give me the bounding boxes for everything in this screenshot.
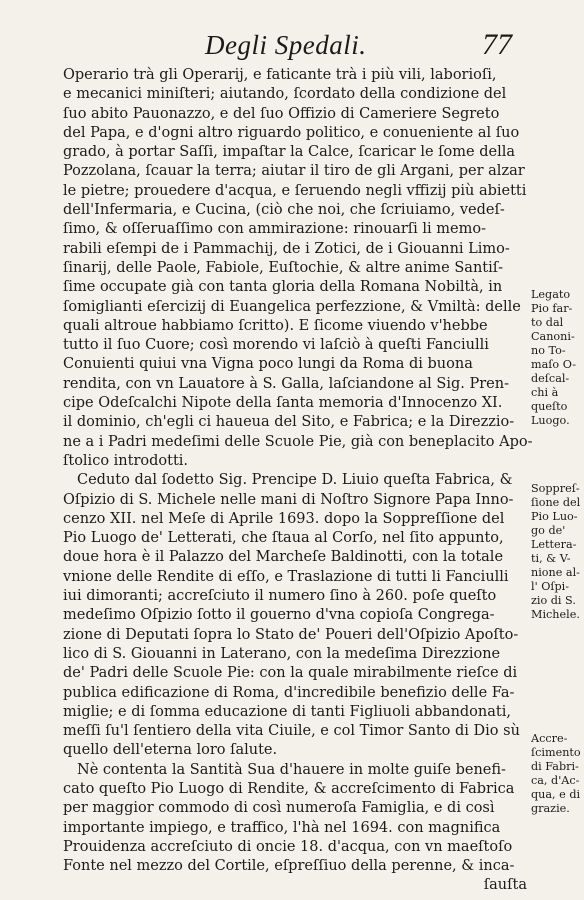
text-line: quali altroue habbiamo ſcritto). E ſicome viuendo v'hebbe bbox=[63, 317, 488, 334]
margin-note-increase bbox=[531, 732, 584, 816]
text-line: Prouidenza accreſciuto di oncie 18. d'acqua, con vn maeſtoſo bbox=[63, 838, 513, 855]
text-line: Ceduto dal ſodetto Sig. Prencipe D. Liuio queſta Fabrica, & bbox=[77, 472, 513, 489]
text-line: le pietre; prouedere d'acqua, e ſeruendo negli vffizij più abietti bbox=[63, 182, 527, 199]
text-line: dell'Infermaria, e Cucina, (ciò che noi, che ſcriuiamo, vedeſ- bbox=[63, 202, 505, 219]
text-line: miglie; e di ſomma educazione di tanti Figliuoli abbandonati, bbox=[63, 703, 511, 720]
margin-note-line: go de' bbox=[531, 524, 566, 537]
margin-note-line: Luogo. bbox=[531, 414, 570, 427]
margin-note-line: Lettera- bbox=[531, 538, 577, 551]
margin-note-line: no To- bbox=[531, 344, 566, 357]
paragraph bbox=[63, 761, 527, 896]
text-line: ſimo, & oſſeruaſſimo con ammirazione: rinouarſi li memo- bbox=[63, 221, 486, 238]
text-line: ſinarij, delle Paole, Fabiole, Euſtochie, & altre anime Santiſ- bbox=[63, 259, 504, 276]
text-line: rabili eſempi de i Pammachij, de i Zotici, de i Giouanni Limo- bbox=[63, 240, 510, 257]
text-line: cipe Odeſcalchi Nipote della ſanta memoria d'Innocenzo XI. bbox=[63, 395, 503, 412]
margin-note-line: chi à bbox=[531, 386, 559, 399]
margin-note-suppression bbox=[531, 482, 584, 622]
text-line: Pio Luogo de' Letterati, che ſtaua al Corſo, nel ſito appunto, bbox=[63, 530, 504, 547]
text-line: Fonte nel mezzo del Cortile, eſpreſſiuo della perenne, & inca- bbox=[63, 858, 515, 875]
body-text bbox=[63, 66, 533, 896]
text-line: iui dimoranti; accreſciuto il numero ſino à 260. poſe queſto bbox=[63, 588, 497, 605]
margin-note-line: Michele. bbox=[531, 608, 580, 621]
margin-note-line: queſto bbox=[531, 400, 568, 413]
text-line: grado, à portar Saſſi, impaſtar la Calce, ſcaricar le ſome della bbox=[63, 144, 515, 161]
margin-note-line: qua, e di bbox=[531, 788, 581, 801]
margin-note-line: Canoni- bbox=[531, 330, 575, 343]
margin-note-line: to dal bbox=[531, 316, 564, 329]
text-line: Conuienti quiui vna Vigna poco lungi da Roma di buona bbox=[63, 356, 473, 373]
text-line: Nè contenta la Santità Sua d'hauere in molte guiſe benefi- bbox=[77, 761, 506, 778]
margin-note-line: ca, d'Ac- bbox=[531, 774, 580, 787]
paragraph bbox=[63, 471, 527, 760]
text-line: cenzo XII. nel Meſe di Aprile 1693. dopo la Soppreſſione del bbox=[63, 510, 505, 527]
text-line: Oſpizio di S. Michele nelle mani di Noſtro Signore Papa Inno- bbox=[63, 491, 514, 508]
text-line: tutto il ſuo Cuore; così morendo vi laſciò à queſti Fanciulli bbox=[63, 337, 489, 354]
text-line: il dominio, ch'egli ci haueua del Sito, e Fabrica; e la Direzzio- bbox=[63, 414, 515, 431]
running-title: Degli Spedali. bbox=[205, 30, 367, 60]
paragraph bbox=[63, 66, 533, 471]
text-line: ne a i Padri medeſimi delle Scuole Pie, già con beneplacito Apo- bbox=[63, 433, 533, 450]
margin-note-line: ſcimento bbox=[531, 746, 581, 759]
text-line: zione di Deputati ſopra lo Stato de' Poueri dell'Oſpizio Apoſto- bbox=[63, 626, 519, 643]
catchword: ſauſta bbox=[483, 877, 527, 894]
margin-note-line: deſcal- bbox=[531, 372, 570, 385]
text-line: quello dell'eterna loro ſalute. bbox=[63, 742, 278, 759]
margin-note-line: Accre- bbox=[531, 732, 568, 745]
text-line: de' Padri delle Scuole Pie: con la quale mirabilmente rieſce di bbox=[63, 665, 518, 682]
page-header bbox=[0, 26, 584, 66]
text-line: publica edificazione di Roma, d'incredibile benefizio delle Fa- bbox=[63, 684, 515, 701]
text-line: del Papa, e d'ogni altro riguardo politico, e conueniente al ſuo bbox=[63, 124, 520, 141]
margin-note-line: Pio Luo- bbox=[531, 510, 578, 523]
text-line: importante impiego, e traffico, l'hà nel 1694. con magnifica bbox=[63, 819, 501, 836]
text-line: per maggior commodo di così numeroſa Famiglia, e di così bbox=[63, 800, 495, 817]
text-line: medeſimo Oſpizio ſotto il gouerno d'vna copioſa Congrega- bbox=[63, 607, 495, 624]
text-line: ſuo abito Pauonazzo, e del ſuo Offizio di Cameriere Segreto bbox=[63, 105, 500, 122]
text-line: cato queſto Pio Luogo di Rendite, & accreſcimento di Fabrica bbox=[63, 780, 515, 797]
margin-note-line: ſione del bbox=[531, 496, 581, 509]
margin-note-line: ti, & V- bbox=[531, 552, 571, 565]
text-line: ſomiglianti eſercizij di Euangelica perfezzione, & Vmiltà: delle bbox=[63, 298, 521, 315]
page-number: 77 bbox=[482, 28, 512, 61]
margin-note-line: zio di S. bbox=[531, 594, 576, 607]
margin-note-line: l' Oſpi- bbox=[531, 580, 570, 593]
margin-note-line: Pio far- bbox=[531, 302, 573, 315]
text-line: rendita, con vn Lauatore à S. Galla, laſciandone al Sig. Pren- bbox=[63, 375, 509, 392]
text-line: Operario trà gli Operarij, e faticante trà i più vili, laborioſi, bbox=[63, 67, 497, 83]
margin-note-line: grazie. bbox=[531, 802, 570, 815]
text-line: ſtolico introdotti. bbox=[63, 452, 189, 469]
text-line: doue hora è il Palazzo del Marcheſe Baldinotti, con la totale bbox=[63, 549, 504, 566]
text-line: ſime occupate già con tanta gloria della Romana Nobiltà, in bbox=[63, 279, 503, 296]
margin-note-line: nione al- bbox=[531, 566, 580, 579]
text-line: meſſi ſu'l ſentiero della vita Ciuile, e col Timor Santo di Dio sù bbox=[63, 723, 520, 740]
text-line: e mecanici miniſteri; aiutando, ſcordato della condizione del bbox=[63, 86, 507, 103]
margin-note-line: maſo O- bbox=[531, 358, 577, 371]
margin-note-line: Legato bbox=[531, 288, 571, 301]
margin-note-line: Soppreſ- bbox=[531, 482, 580, 495]
text-line: Pozzolana, ſcauar la terra; aiutar il tiro de gli Argani, per alzar bbox=[63, 163, 525, 180]
margin-note-legacy bbox=[531, 288, 584, 428]
text-line: lico di S. Giouanni in Laterano, con la medeſima Direzzione bbox=[63, 645, 501, 662]
text-line: vnione delle Rendite di eſſo, e Traslazione di tutti li Fanciulli bbox=[63, 568, 509, 585]
margin-note-line: di Fabri- bbox=[531, 760, 579, 773]
